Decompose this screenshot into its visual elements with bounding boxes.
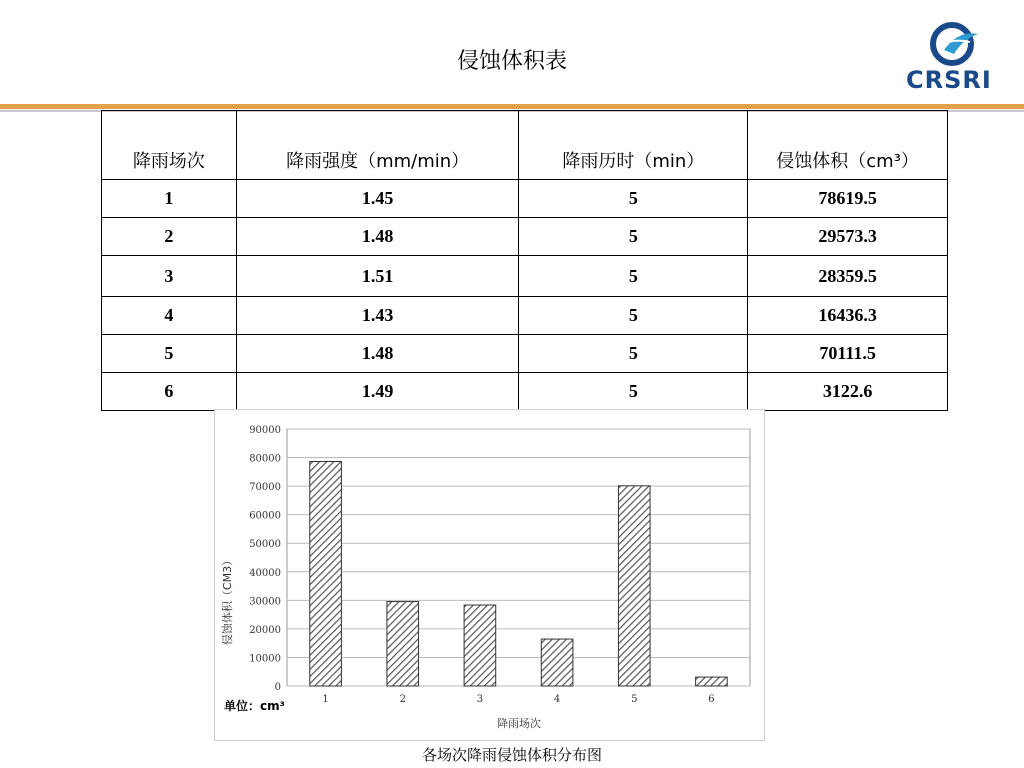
x-tick-label: 1 bbox=[322, 694, 329, 705]
cell-intensity: 1.49 bbox=[236, 373, 519, 411]
cell-duration: 5 bbox=[519, 373, 748, 411]
cell-duration: 5 bbox=[519, 218, 748, 256]
cell-intensity: 1.48 bbox=[236, 335, 519, 373]
plot-area bbox=[287, 429, 750, 686]
x-axis-title: 降雨场次 bbox=[497, 717, 541, 730]
table-row bbox=[102, 297, 948, 335]
y-tick-label: 80000 bbox=[249, 453, 281, 465]
cell-intensity: 1.43 bbox=[236, 297, 519, 335]
cell-event: 3 bbox=[102, 256, 237, 297]
y-tick-label: 30000 bbox=[249, 596, 281, 608]
cell-event: 1 bbox=[102, 180, 237, 218]
x-tick-label: 5 bbox=[631, 694, 638, 705]
cell-volume: 70111.5 bbox=[748, 335, 948, 373]
cell-duration: 5 bbox=[519, 180, 748, 218]
cell-volume: 78619.5 bbox=[748, 180, 948, 218]
cell-event: 2 bbox=[102, 218, 237, 256]
cell-event: 5 bbox=[102, 335, 237, 373]
x-tick-label: 4 bbox=[553, 694, 561, 705]
table-row bbox=[102, 335, 948, 373]
y-tick-label: 40000 bbox=[249, 567, 281, 579]
table-row bbox=[102, 256, 948, 297]
bar-event-3 bbox=[464, 605, 496, 686]
x-tick-label: 2 bbox=[399, 694, 406, 705]
slide-title: 侵蚀体积表 bbox=[456, 49, 567, 74]
bar-event-2 bbox=[387, 602, 419, 686]
y-tick-label: 50000 bbox=[249, 539, 281, 551]
header-rain-duration: 降雨历时（min） bbox=[519, 111, 748, 180]
header-rain-event: 降雨场次 bbox=[102, 111, 237, 180]
y-tick-label: 90000 bbox=[249, 425, 281, 436]
header-rule bbox=[0, 104, 1024, 109]
erosion-bar-chart bbox=[215, 410, 764, 740]
cell-duration: 5 bbox=[519, 335, 748, 373]
cell-intensity: 1.45 bbox=[236, 180, 519, 218]
bar-event-4 bbox=[541, 639, 573, 686]
cell-volume: 28359.5 bbox=[748, 256, 948, 297]
x-tick-label: 3 bbox=[476, 694, 484, 705]
cell-volume: 29573.3 bbox=[748, 218, 948, 256]
cell-duration: 5 bbox=[519, 297, 748, 335]
y-tick-label: 70000 bbox=[249, 482, 281, 494]
table-row bbox=[102, 218, 948, 256]
bar-event-5 bbox=[618, 486, 650, 686]
bar-event-6 bbox=[696, 677, 728, 686]
cell-duration: 5 bbox=[519, 256, 748, 297]
cell-event: 4 bbox=[102, 297, 237, 335]
table-row bbox=[102, 373, 948, 411]
chart-caption: 各场次降雨侵蚀体积分布图 bbox=[421, 746, 602, 764]
x-tick-label: 6 bbox=[708, 694, 715, 705]
y-tick-label: 60000 bbox=[249, 510, 281, 522]
table-row bbox=[102, 180, 948, 218]
y-tick-label: 0 bbox=[274, 682, 281, 693]
bar-event-1 bbox=[310, 461, 342, 686]
table-header-row bbox=[102, 111, 948, 180]
erosion-volume-table bbox=[101, 110, 948, 411]
logo-text: CRSRI bbox=[906, 66, 992, 94]
cell-volume: 16436.3 bbox=[748, 297, 948, 335]
y-axis-title: 侵蚀体积（CM3） bbox=[221, 554, 234, 646]
header-erosion-volume: 侵蚀体积（cm³） bbox=[748, 111, 948, 180]
cell-intensity: 1.48 bbox=[236, 218, 519, 256]
cell-volume: 3122.6 bbox=[748, 373, 948, 411]
cell-intensity: 1.51 bbox=[236, 256, 519, 297]
y-tick-label: 20000 bbox=[249, 624, 281, 636]
cell-event: 6 bbox=[102, 373, 237, 411]
unit-note: 单位：cm³ bbox=[224, 699, 285, 713]
y-tick-label: 10000 bbox=[249, 653, 281, 665]
header-rain-intensity: 降雨强度（mm/min） bbox=[236, 111, 519, 180]
erosion-chart bbox=[214, 409, 765, 741]
